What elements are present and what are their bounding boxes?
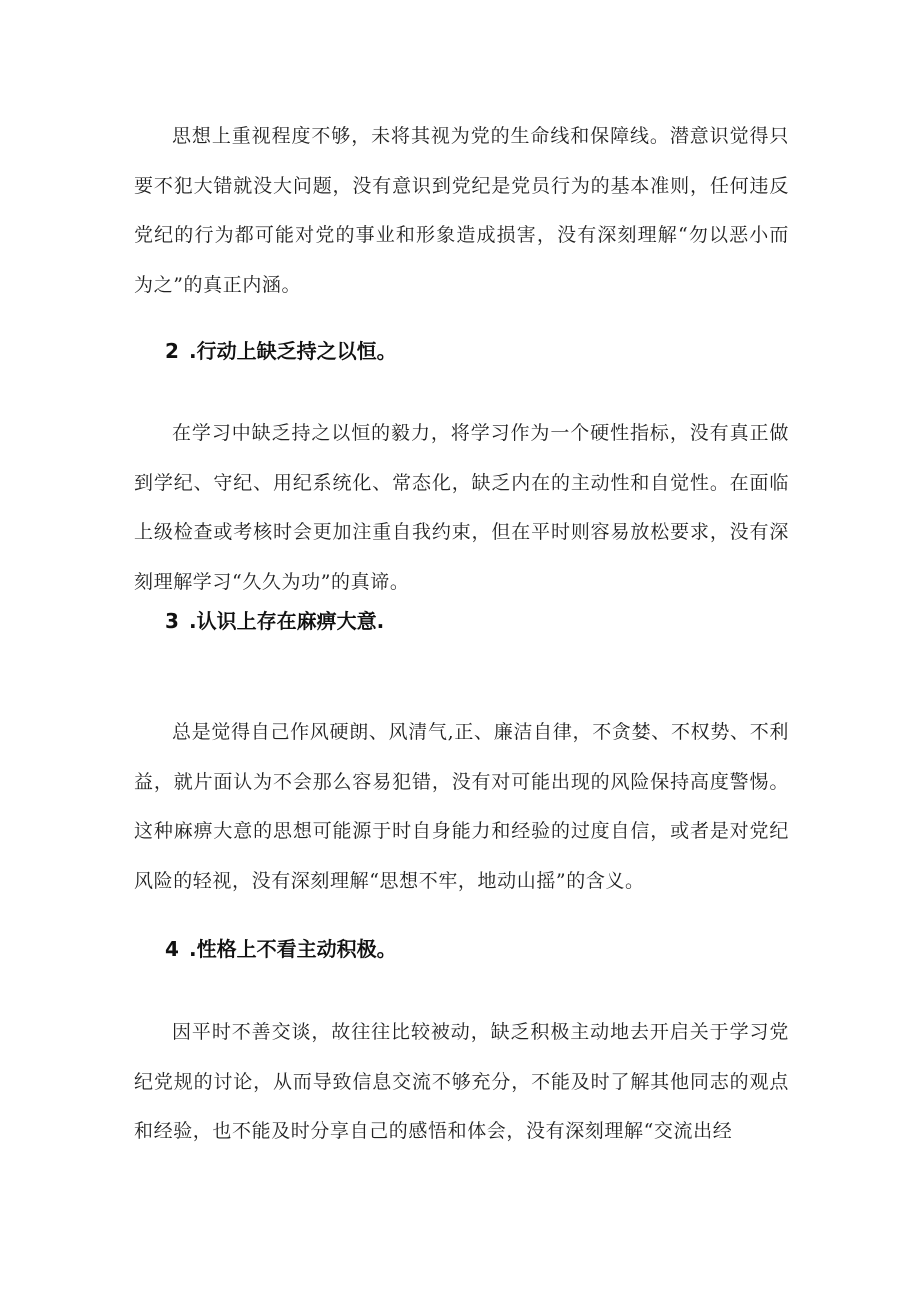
paragraph-ideological-awareness: 思想上重视程度不够，未将其视为党的生命线和保障线。潜意识觉得只要不犯大错就没大问题，没有意识到党纪是党员行为的基本准则，任何违反党纪的行为都可能对党的事业和形象造成损害，没有深刻理解“勿以恶小而为之”的真正内涵。	[134, 125, 789, 296]
section-number: 2	[165, 339, 179, 363]
section-title: .行动上缺乏持之以恒。	[189, 339, 397, 363]
section-number: 4	[165, 937, 179, 961]
section-title: .认识上存在麻痹大意.	[189, 609, 385, 633]
section-number: 3	[165, 609, 179, 633]
section-heading-2	[165, 337, 397, 365]
section-heading-4	[165, 935, 397, 963]
paragraph-complacency: 总是觉得自己作风硬朗、风清气,正、廉洁自律，不贪婪、不权势、不利益，就片面认为不会那么容易犯错，没有对可能出现的风险保持高度警惕。这种麻痹大意的思想可能源于时自身能力和经验的过度自信，或者是对党纪风险的轻视，没有深刻理解“思想不牢，地动山摇”的含义。	[134, 721, 789, 892]
paragraph-passive-character: 因平时不善交谈，故往往比较被动，缺乏积极主动地去开启关于学习党纪党规的讨论，从而导致信息交流不够充分，不能及时了解其他同志的观点和经验，也不能及时分享自己的感悟和体会，没有深刻理解“交流出经	[134, 1021, 789, 1142]
section-title: .性格上不看主动积极。	[189, 937, 397, 961]
paragraph-lack-of-persistence: 在学习中缺乏持之以恒的毅力，将学习作为一个硬性指标，没有真正做到学纪、守纪、用纪系统化、常态化，缺乏内在的主动性和自觉性。在面临上级检查或考核时会更加注重自我约束，但在平时则容易放松要求，没有深刻理解学习“久久为功”的真谛。	[134, 422, 789, 593]
section-heading-3	[165, 607, 384, 635]
